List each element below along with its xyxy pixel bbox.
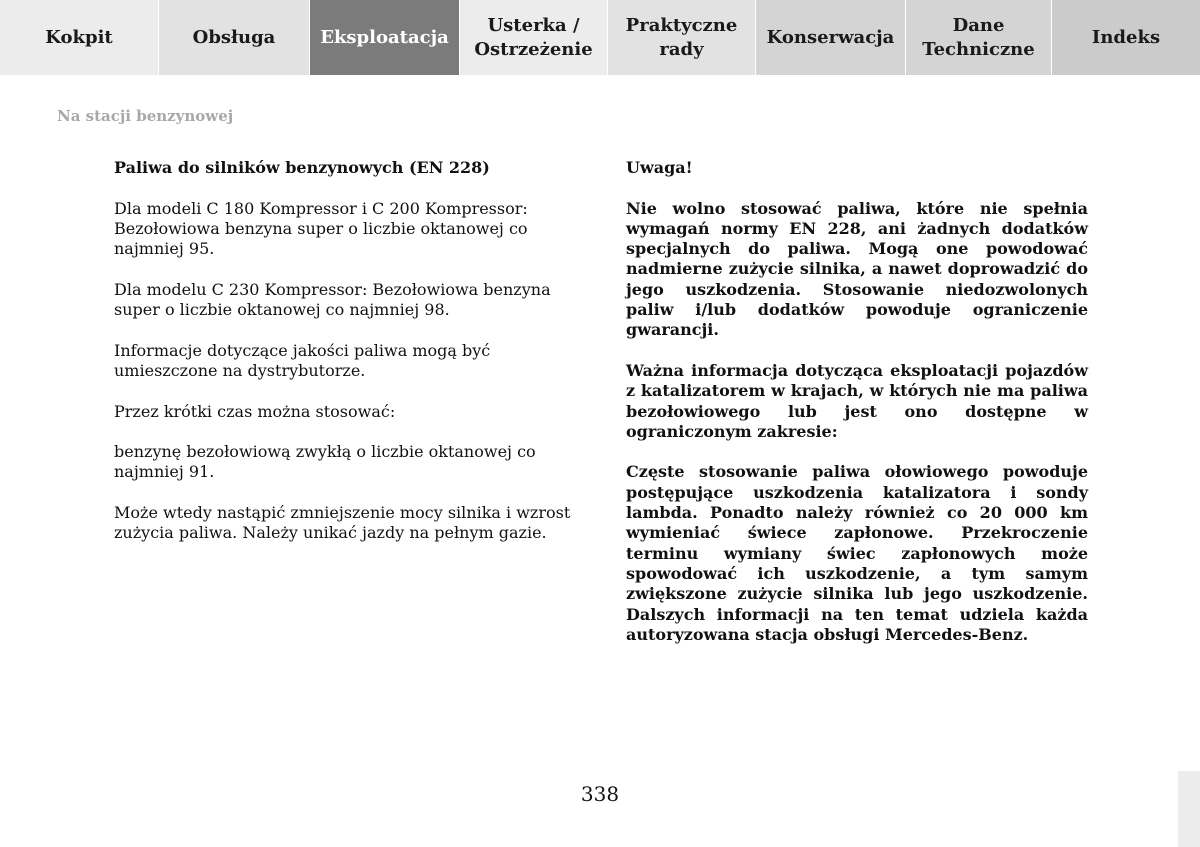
- tab-label-line-1: Praktyczne: [625, 14, 738, 36]
- page-number: 338: [580, 782, 620, 806]
- paragraph-short-term-use: Przez krótki czas można stosować:: [114, 401, 396, 421]
- warning-paragraph-leaded-fuel: Częste stosowanie paliwa ołowiowego powoduje postępujące uszkodzenia katalizatora i sondy lambda. Ponadto należy również co 20 000 km wymieniać świece zapłonowe. Przekroczenie terminu wymiany świec zapłonowych może spowodować ich uszkodzenie, a tym samym zwiększone zużycie silnika lub jego uszkodzenie. Dalszych informacji na ten temat udziela każda autoryzowana stacja obsługi Mercedes-Benz.: [626, 462, 1088, 644]
- paragraph-regular-unleaded: benzynę bezołowiową zwykłą o liczbie oktanowej co najmniej 91.: [114, 442, 536, 482]
- warning-paragraph-catalyst-countries: Ważna informacja dotycząca eksploatacji pojazdów z katalizatorem w krajach, w których nie ma paliwa bezołowiowego lub jest ono dostępne w ograniczonym zakresie:: [626, 360, 1088, 441]
- left-column: [114, 158, 576, 564]
- tab-label: Eksploatacja: [320, 26, 449, 48]
- tab-indeks[interactable]: [1052, 0, 1200, 75]
- tab-label: Konserwacja: [766, 26, 895, 48]
- paragraph-power-reduction: Może wtedy nastąpić zmniejszenie mocy silnika i wzrost zużycia paliwa. Należy unikać jazdy na pełnym gazie.: [114, 503, 571, 543]
- tab-eksploatacja[interactable]: [310, 0, 460, 75]
- warning-heading: Uwaga!: [626, 158, 693, 177]
- tab-label-line-1: Usterka /: [487, 14, 580, 36]
- tab-usterka-ostrzezenie[interactable]: [460, 0, 608, 75]
- left-heading: Paliwa do silników benzynowych (EN 228): [114, 158, 490, 177]
- tab-label: Kokpit: [45, 26, 113, 48]
- tab-label: Indeks: [1091, 26, 1161, 48]
- tab-label-line-2: Ostrzeżenie: [474, 38, 593, 60]
- tab-obsluga[interactable]: [159, 0, 310, 75]
- chapter-tabs: [0, 0, 1200, 75]
- tab-kokpit[interactable]: [0, 0, 159, 75]
- tab-dane-techniczne[interactable]: [906, 0, 1052, 75]
- page-edge-tab: [1178, 771, 1200, 847]
- tab-konserwacja[interactable]: [756, 0, 906, 75]
- tab-label-line-2: Techniczne: [922, 38, 1035, 60]
- paragraph-model-c230: Dla modelu C 230 Kompressor: Bezołowiowa benzyna super o liczbie oktanowej co najmniej 98.: [114, 279, 551, 320]
- tab-label-line-2: rady: [659, 38, 704, 60]
- tab-label: Obsługa: [192, 26, 276, 48]
- right-column: [626, 158, 1088, 665]
- paragraph-fuel-quality-info: Informacje dotyczące jakości paliwa mogą być umieszczone na dystrybutorze.: [114, 340, 491, 380]
- paragraph-models-c180-c200: Dla modeli C 180 Kompressor i C 200 Kompressor: Bezołowiowa benzyna super o liczbie oktanowej co najmniej 95.: [114, 198, 528, 259]
- warning-paragraph-fuel-standard: Nie wolno stosować paliwa, które nie spełnia wymagań normy EN 228, ani żadnych dodatków specjalnych do paliwa. Mogą one powodować nadmierne zużycie silnika, a nawet doprowadzić do jego uszkodzenia. Stosowanie niedozwolonych paliw i/lub dodatków powoduje ograniczenie gwarancji.: [626, 198, 1088, 340]
- tab-label-line-1: Dane: [952, 14, 1005, 36]
- tab-praktyczne-rady[interactable]: [608, 0, 756, 75]
- section-title: Na stacji benzynowej: [57, 107, 234, 125]
